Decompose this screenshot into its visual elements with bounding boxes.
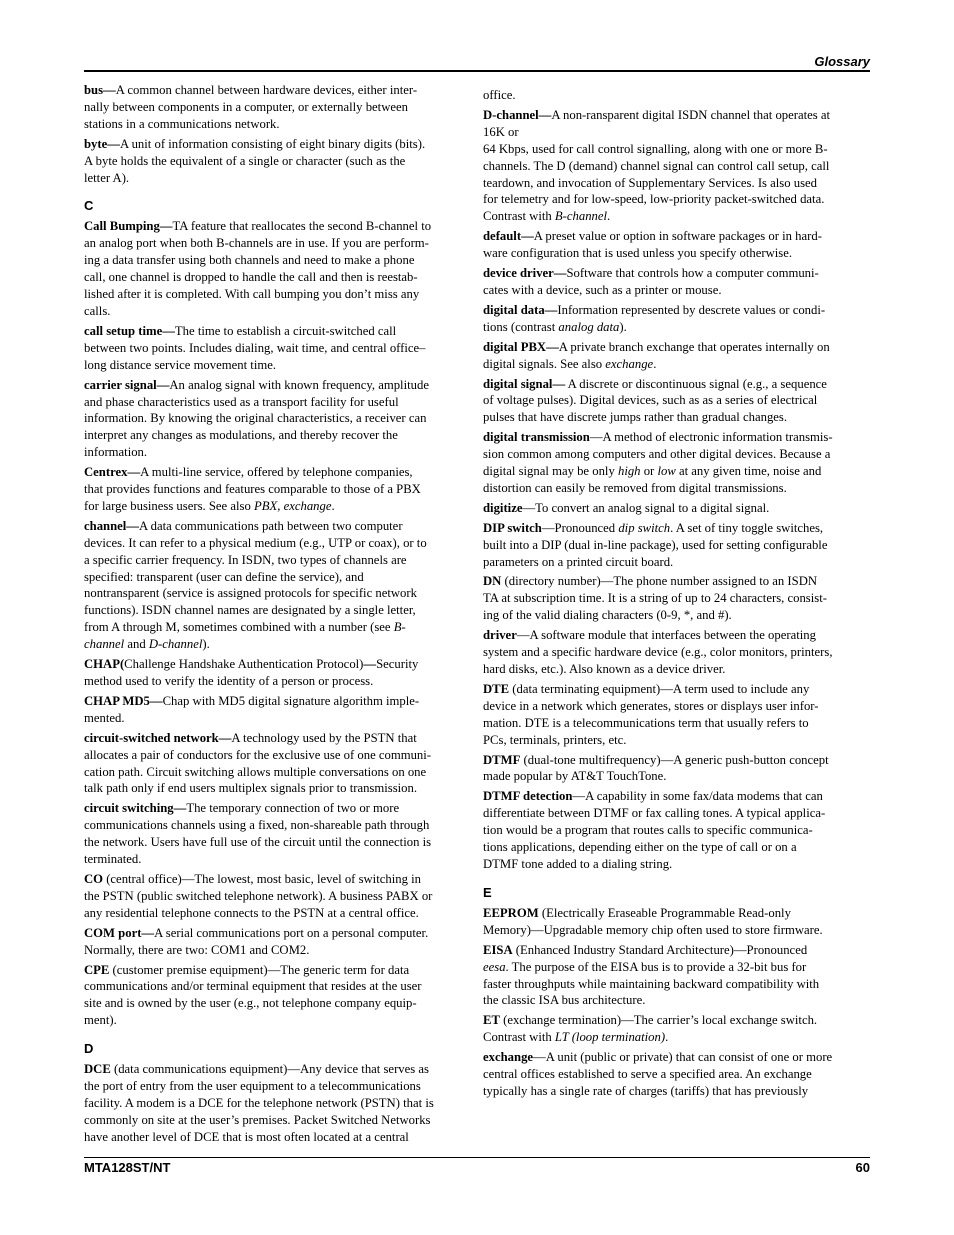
entry-term: EEPROM [483,905,539,920]
entry-text: —A software module that interfaces between the operating [516,628,816,643]
entry-text: typically has a single rate of charges (tariffs) that has previously [483,1083,809,1098]
entry-text: A unit of information consisting of eight binary digits (bits). [119,136,426,151]
entry-term: circuit-switched network— [84,730,232,745]
entry-text: terminated. [84,852,142,867]
entry-text: Information represented by descrete values or condi- [557,302,826,317]
entry-text: from A through M, sometimes combined with a number (see [84,620,394,635]
entry-text: 64 Kbps, used for call control signalling, along with one or more B- [483,141,828,156]
entry-emphasis: high [617,464,641,479]
entry-text: . [665,1030,669,1045]
entry-text: functions). ISDN channel names are designated by a single letter, [84,603,416,618]
entry-term: — [363,657,377,672]
entry-term: call setup time— [84,323,175,338]
entry-text: the classic ISA bus architecture. [483,993,646,1008]
glossary-entry [483,228,870,262]
entry-text: Challenge Handshake Authentication Protocol) [124,657,364,672]
entry-emphasis: exchange [605,356,654,371]
glossary-entry [84,518,470,653]
entry-term: DTMF detection [483,789,573,804]
entry-text: site and is owned by the user (e.g., not telephone company equip- [84,996,417,1011]
glossary-entry [84,323,470,374]
entry-text: office. [483,88,516,102]
entry-term: DN [483,574,502,589]
entry-text: ). [202,637,210,652]
entry-text: communications and/or terminal equipment that resides at the user [84,979,422,994]
glossary-entry [483,788,870,873]
entry-text: . [607,209,611,224]
entry-term: channel— [84,518,139,533]
glossary-entry [483,107,870,225]
glossary-entry [84,962,470,1030]
entry-text: Normally, there are two: COM1 and COM2. [84,942,310,957]
glossary-entry [483,942,870,1010]
entry-text: facility. A modem is a DCE for the telephone network (PSTN) that is [84,1095,434,1110]
entry-term: DIP switch [483,520,542,535]
entry-text: calls. [84,303,111,318]
entry-term: Centrex— [84,465,141,480]
entry-text: method used to verify the identity of a person or process. [84,674,374,688]
entry-text: ing of the valid dialing characters (0-9, *, and #). [483,608,732,623]
entry-text: . A set of tiny toggle switches, [670,520,824,535]
entry-text: A non-ransparent digital ISDN channel that operates at [551,107,831,122]
entry-text: TA at subscription time. It is a string of up to 24 characters, consist- [483,591,827,606]
entry-text: pulses that have discrete jumps rather than gradual changes. [483,410,788,425]
glossary-entry [84,136,470,187]
entry-term: digital signal— [483,376,566,391]
entry-term: digitize [483,500,523,515]
entry-text: DTMF tone added to a dialing string. [483,856,673,871]
entry-text: (Enhanced Industry Standard Architecture)—Pronounced [512,942,808,957]
entry-text: A discrete or discontinuous signal (e.g., a sequence [565,376,827,391]
section-heading: C [84,198,94,214]
entry-text: sion common among computers and other digital devices. Because a [483,447,831,462]
glossary-entry [483,339,870,373]
entry-text: (Electrically Eraseable Programmable Read-only [538,905,791,920]
entry-emphasis: exchange [283,498,332,513]
entry-text: A common channel between hardware devices, either inter- [115,83,418,97]
entry-term: COM port— [84,925,155,940]
entry-text: interpret any changes as modulations, and thereby recover the [84,428,398,443]
glossary-right-column [483,87,870,1103]
glossary-entry [483,500,870,517]
glossary-entry [483,87,870,104]
entry-text: ). [619,319,627,334]
entry-text: between two points. Includes dialing, wait time, and central office– [84,340,426,355]
entry-emphasis: B- [393,620,406,635]
entry-emphasis: analog data [558,319,620,334]
entry-emphasis: low [657,464,676,479]
entry-text: A preset value or option in software packages or in hard- [533,229,822,244]
entry-term: digital PBX— [483,339,559,354]
entry-text: faster throughputs while maintaining backward compatibility with [483,976,820,991]
entry-text: —A capability in some fax/data modems that can [572,789,823,804]
entry-emphasis: eesa [483,959,506,974]
entry-text: at any given time, noise and [675,464,822,479]
entry-term: circuit switching— [84,801,187,816]
entry-text: central offices established to serve a specified area. An exchange [483,1067,812,1082]
entry-term: exchange [483,1050,534,1065]
entry-text: an analog port when both B-channels are in use. If you are perform- [84,236,429,251]
entry-text: A serial communications port on a personal computer. [154,925,429,940]
entry-text: An analog signal with known frequency, amplitude [169,377,429,392]
glossary-entry [84,871,470,922]
entry-text: letter A). [84,170,130,185]
entry-text: TA feature that reallocates the second B-channel to [172,219,432,234]
entry-text: Software that controls how a computer communi- [566,266,819,281]
glossary-entry [483,752,870,786]
entry-text: (data terminating equipment)—A term used to include any [509,681,810,696]
entry-text: call, one channel is dropped to handle the call and then is reestab- [84,270,418,285]
entry-text: tions (contrast [483,319,559,334]
glossary-entry [483,302,870,336]
entry-text: (directory number)—The phone number assigned to an ISDN [501,574,818,589]
entry-term: DTE [483,681,510,696]
entry-text: for telemetry and for low-speed, low-priority packet-switched data. [483,192,825,207]
entry-text: ing a data transfer using both channels and need to make a phone [84,253,415,268]
entry-text: Security [376,657,419,672]
glossary-left-column [84,82,470,1149]
entry-text: Chap with MD5 digital signature algorithm imple- [162,693,420,708]
entry-text: talk path only if end users multiplex signals prior to transmission. [84,781,418,796]
glossary-entry [483,376,870,427]
entry-text: —A method of electronic information transmis- [589,430,833,445]
entry-text: information. [84,445,148,460]
footer-rule [84,1157,870,1158]
entry-text: —To convert an analog signal to a digital signal. [522,500,770,515]
entry-text: specified: transparent (user can define the service), and [84,569,364,584]
entry-text: Contrast with [483,1030,555,1045]
entry-text: , [277,498,284,513]
glossary-entry [84,800,470,868]
glossary-entry [84,464,470,515]
entry-text: ment). [84,1013,117,1028]
entry-text: nally between components in a computer, or externally between [84,99,408,114]
glossary-entry [483,520,870,571]
entry-text: or [640,464,658,479]
entry-text: allocates a pair of conductors for the exclusive use of one communi- [84,747,432,762]
entry-emphasis: B-channel [554,209,608,224]
entry-text: —Pronounced [541,520,619,535]
entry-text: digital signals. See also [483,356,606,371]
section-heading: D [84,1041,94,1057]
entry-text: The time to establish a circuit-switched call [174,323,397,338]
entry-term: DCE [84,1062,111,1077]
entry-text: Memory)—Upgradable memory chip often used to store firmware. [483,922,823,937]
entry-text: device in a network which generates, stores or displays user infor- [483,698,819,713]
entry-emphasis: D-channel [148,637,203,652]
glossary-entry [483,1049,870,1100]
glossary-entry [483,265,870,299]
entry-term: CO [84,871,104,886]
entry-term: digital data— [483,302,558,317]
entry-text: A technology used by the PSTN that [231,730,417,745]
entry-emphasis: LT (loop termination) [554,1030,666,1045]
entry-term: byte— [84,136,120,151]
entry-text: tions applications, depending either on the type of call or on a [483,840,797,855]
entry-text: and [124,637,149,652]
entry-text: and phase characteristics used as a transport facility for useful [84,394,399,409]
glossary-entry [84,1061,470,1146]
entry-text: digital signal may be only [483,464,618,479]
entry-term: digital transmission [483,430,590,445]
entry-text: (exchange termination)—The carrier’s local exchange switch. [499,1013,818,1028]
footer-product-name: MTA128ST/NT [84,1160,171,1175]
entry-text: system and a specific hardware device (e.g., color monitors, printers, [483,645,833,660]
entry-text: built into a DIP (dual in-line package), used for setting configurable [483,537,828,552]
entry-text: nontransparent (service is assigned protocols for specific network [84,586,417,601]
entry-text: mented. [84,710,125,725]
entry-text: of voltage pulses). Digital devices, such as as a series of electrical [483,393,818,408]
entry-text: (data communications equipment)—Any device that serves as [110,1062,429,1077]
glossary-entry [483,627,870,678]
glossary-entry [84,218,470,319]
glossary-entry [84,730,470,798]
entry-term: CPE [84,962,110,977]
entry-text: tion would be a program that routes calls to specific communica- [483,823,813,838]
entry-term: DTMF [483,752,521,767]
entry-text: the network. Users have full use of the circuit until the connection is [84,835,432,850]
entry-text: (customer premise equipment)—The generic term for data [109,962,410,977]
entry-text: A multi-line service, offered by telephone companies, [140,465,413,480]
glossary-entry [483,681,870,749]
entry-text: distortion can easily be removed from digital transmissions. [483,480,787,495]
entry-term: bus— [84,83,116,97]
section-heading: E [483,884,492,900]
header-rule [84,70,870,72]
entry-text: long distance service movement time. [84,357,277,372]
entry-text: a specific carrier frequency. In ISDN, two types of channels are [84,552,407,567]
entry-text: (dual-tone multifrequency)—A generic push-button concept [520,752,829,767]
entry-text: . [653,356,657,371]
entry-text: lished after it is completed. With call bumping you don’t miss any [84,287,420,302]
glossary-entry [483,905,870,939]
footer-page-number: 60 [855,1160,870,1175]
entry-text: cates with a device, such as a printer or mouse. [483,282,722,297]
glossary-entry [84,925,470,959]
entry-text: any residential telephone connects to the PSTN at a central office. [84,905,419,920]
entry-text: parameters on a printed circuit board. [483,554,674,569]
entry-text: —A unit (public or private) that can consist of one or more [533,1050,833,1065]
entry-text: for large business users. See also [84,498,254,513]
entry-text: A byte holds the equivalent of a single or character (such as the [84,153,406,168]
entry-text: devices. It can refer to a physical medium (e.g., UTP or coax), or to [84,535,427,550]
entry-text: . The purpose of the EISA bus is to provide a 32-bit bus for [505,959,807,974]
entry-text: the port of entry from the user equipment to a telecommunications [84,1079,421,1094]
glossary-entry [483,1012,870,1046]
entry-text: information. By knowing the original characteristics, a receiver can [84,411,427,426]
entry-text: hard disks, etc.). Also known as a device driver. [483,662,726,676]
entry-text: A data communications path between two computer [139,518,403,533]
entry-text: channels. The D (demand) channel signal can control call setup, call [483,158,830,173]
entry-text: teardown, and invocation of Supplementary Services. Is also used [483,175,818,190]
entry-text: ware configuration that is used unless you specify otherwise. [483,246,793,261]
entry-text: cation path. Circuit switching allows multiple conversations on one [84,764,427,779]
entry-text: (central office)—The lowest, most basic, level of switching in [103,871,421,886]
glossary-entry [84,82,470,133]
entry-term: EISA [483,942,513,957]
glossary-entry [483,429,870,497]
entry-term: CHAP( [84,657,125,672]
entry-text: differentiate between DTMF or fax calling tones. A typical applica- [483,806,826,821]
entry-text: stations in a communications network. [84,116,280,131]
glossary-entry [84,377,470,462]
entry-text: commonly on site at the user’s premises. Packet Switched Networks [84,1112,431,1127]
running-header-title: Glossary [814,54,870,69]
entry-text: Contrast with [483,209,555,224]
entry-term: D-channel— [483,107,552,122]
entry-text: the PSTN (public switched telephone network). A business PABX or [84,888,433,903]
entry-term: carrier signal— [84,377,170,392]
entry-term: Call Bumping— [84,219,173,234]
entry-term: ET [483,1013,500,1028]
entry-term: driver [483,628,517,643]
entry-text: A private branch exchange that operates internally on [558,339,830,354]
entry-emphasis: PBX [253,498,278,513]
glossary-entry [483,573,870,624]
entry-text: mation. DTE is a telecommunications term that usually refers to [483,715,809,730]
entry-text: . [331,498,335,513]
entry-term: CHAP MD5— [84,693,163,708]
entry-emphasis: channel [84,637,125,652]
entry-text: communications channels using a fixed, non-shareable path through [84,818,430,833]
entry-term: default— [483,229,534,244]
entry-text: PCs, terminals, printers, etc. [483,732,627,747]
entry-term: device driver— [483,266,567,281]
entry-text: The temporary connection of two or more [186,801,400,816]
glossary-entry [84,656,470,690]
entry-text: have another level of DCE that is most often located at a central [84,1129,409,1144]
entry-emphasis: dip switch [618,520,671,535]
entry-text: 16K or [483,124,519,139]
entry-text: made popular by AT&T TouchTone. [483,769,667,784]
entry-text: that provides functions and features comparable to those of a PBX [84,482,421,497]
glossary-entry [84,693,470,727]
